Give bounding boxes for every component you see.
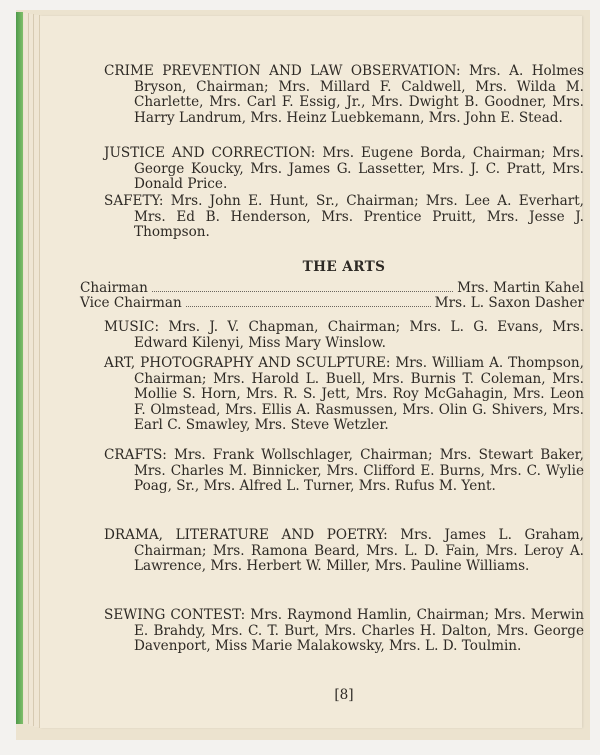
vice-chairman-row — [80, 295, 584, 311]
dot-leader — [152, 291, 453, 292]
committee-crafts: CRAFTS: Mrs. Frank Wollschlager, Chairman; Mrs. Stewart Baker, Mrs. Charles M. Binnicker, Mrs. Clifford E. Burns, Mrs. C. Wylie Poag, Sr., Mrs. Alfred L. Turner, Mrs. Rufus M. Yent. — [104, 447, 584, 494]
dot-leader — [186, 306, 431, 307]
committee-safety: SAFETY: Mrs. John E. Hunt, Sr., Chairman; Mrs. Lee A. Everhart, Mrs. Ed B. Henderson, Mrs. Prentice Pruitt, Mrs. Jesse J. Thompson. — [104, 193, 584, 240]
chairman-row — [80, 280, 584, 296]
chairman-name: Mrs. Martin Kahel — [457, 279, 584, 296]
document-page — [40, 16, 582, 728]
committee-music: MUSIC: Mrs. J. V. Chapman, Chairman; Mrs. L. G. Evans, Mrs. Edward Kilenyi, Miss Mary Winslow. — [104, 319, 584, 351]
committee-crime-prevention: CRIME PREVENTION AND LAW OBSERVATION: Mrs. A. Holmes Bryson, Chairman; Mrs. Millard F. Caldwell, Mrs. Wilda M. Charlette, Mrs. Carl F. Essig, Jr., Mrs. Dwight B. Goodner, Mrs. Harry Landrum, Mrs. Heinz Luebkemann, Mrs. John E. Stead. — [104, 63, 584, 126]
vice-chairman-name: Mrs. L. Saxon Dasher — [434, 294, 584, 311]
committee-art-photography-sculpture: ART, PHOTOGRAPHY AND SCULPTURE: Mrs. William A. Thompson, Chairman; Mrs. Harold L. Buell, Mrs. Burnis T. Coleman, Mrs. Mollie S. Horn, Mrs. R. S. Jett, Mrs. Roy McGahagin, Mrs. Leon F. Olmstead, Mrs. Ellis A. Rasmussen, Mrs. Olin G. Shivers, Mrs. Earl C. Smawley, Mrs. Steve Wetzler. — [104, 355, 584, 433]
section-heading-the-arts: THE ARTS — [302, 259, 386, 275]
vice-chairman-label: Vice Chairman — [80, 294, 182, 311]
committee-sewing-contest: SEWING CONTEST: Mrs. Raymond Hamlin, Chairman; Mrs. Merwin E. Brahdy, Mrs. C. T. Burt, Mrs. Charles H. Dalton, Mrs. George Davenport, Miss Marie Malakowsky, Mrs. L. D. Toulmin. — [104, 607, 584, 654]
committee-drama-literature-poetry: DRAMA, LITERATURE AND POETRY: Mrs. James L. Graham, Chairman; Mrs. Ramona Beard, Mrs. L. D. Fain, Mrs. Leroy A. Lawrence, Mrs. Herbert W. Miller, Mrs. Pauline Williams. — [104, 527, 584, 574]
chairman-label: Chairman — [80, 279, 148, 296]
page-number: [8] — [334, 687, 354, 703]
green-spine — [16, 12, 23, 724]
committee-justice-correction: JUSTICE AND CORRECTION: Mrs. Eugene Borda, Chairman; Mrs. George Koucky, Mrs. James G. Lassetter, Mrs. J. C. Pratt, Mrs. Donald Price. — [104, 145, 584, 192]
